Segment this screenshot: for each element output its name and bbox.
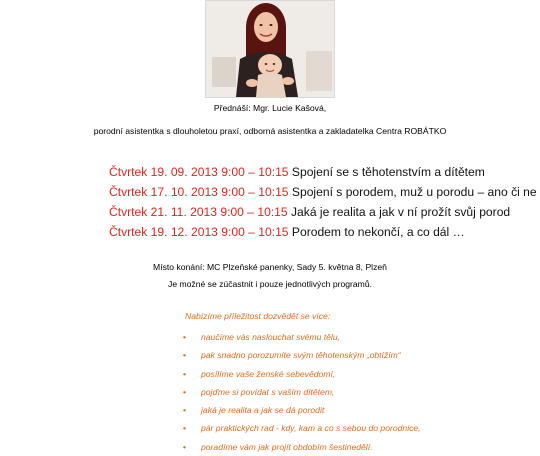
- list-item: [183, 383, 421, 401]
- schedule-row: [109, 182, 539, 202]
- offer-item-text: jaká je realita a jak se dá porodit: [201, 405, 325, 416]
- schedule-list: [109, 162, 539, 242]
- schedule-row: [109, 162, 539, 182]
- offer-item-text: posílíme vaše ženské sebevědomí,: [201, 368, 336, 379]
- bullet-icon: •: [183, 350, 187, 361]
- list-item: [183, 328, 421, 346]
- schedule-date: Čtvrtek 19. 12. 2013 9:00 – 10:15: [109, 225, 289, 239]
- schedule-row: [109, 202, 539, 222]
- bullet-icon: •: [183, 405, 187, 416]
- schedule-date: Čtvrtek 17. 10. 2013 9:00 – 10:15: [109, 185, 289, 199]
- offer-item-text: pojďme si povídat s vaším dítětem,: [201, 386, 335, 397]
- list-item: [183, 346, 421, 364]
- list-item: [183, 401, 421, 419]
- photo-mother-and-baby: [205, 0, 335, 98]
- schedule-date: Čtvrtek 19. 09. 2013 9:00 – 10:15: [109, 165, 289, 179]
- schedule-date: Čtvrtek 21. 11. 2013 9:00 – 10:15: [109, 205, 288, 219]
- bullet-icon: •: [183, 368, 187, 379]
- bullet-icon: •: [183, 423, 187, 434]
- offer-item-text: naučíme vás naslouchat svému tělu,: [201, 332, 341, 342]
- list-item: [183, 365, 421, 383]
- list-item: [183, 419, 421, 437]
- schedule-topic: Porodem to nekončí, a co dál …: [291, 225, 465, 239]
- presenter-description: porodní asistentka s dlouholetou praxí, odborná asistentka a zakladatelka Centra ROBÁTKO: [93, 126, 447, 136]
- schedule-row: [109, 222, 539, 242]
- schedule-topic: Jaká je realita a jak v ní prožít svůj porod: [291, 205, 511, 219]
- venue-note: Je možné se zúčastnit i pouze jednotlivých programů.: [168, 279, 372, 289]
- offer-item-text: pak snadno porozumíte svým těhotenským „obtížím“: [201, 350, 401, 361]
- schedule-topic: Spojení se s těhotenstvím a dítětem: [291, 165, 485, 179]
- bullet-icon: •: [183, 441, 187, 452]
- bullet-icon: •: [183, 332, 187, 342]
- offer-item-text: poradíme vám jak projít obdobím šestinedělí.: [201, 441, 373, 452]
- venue-location: Místo konání: MC Plzeňské panenky, Sady 5. května 8, Plzeň: [153, 262, 387, 272]
- bullet-icon: •: [183, 386, 187, 397]
- offer-heading: Nabízíme příležitost dozvědět se více:: [185, 311, 331, 321]
- offer-item-text: pár praktických rad - kdy, kam a co s sebou do porodnice,: [201, 423, 421, 434]
- presenter-name: Přednáší: Mgr. Lucie Kašová,: [213, 103, 327, 113]
- schedule-topic: Spojení s porodem, muž u porodu – ano či ne: [291, 185, 537, 199]
- offer-list: [183, 328, 421, 456]
- list-item: [183, 438, 421, 456]
